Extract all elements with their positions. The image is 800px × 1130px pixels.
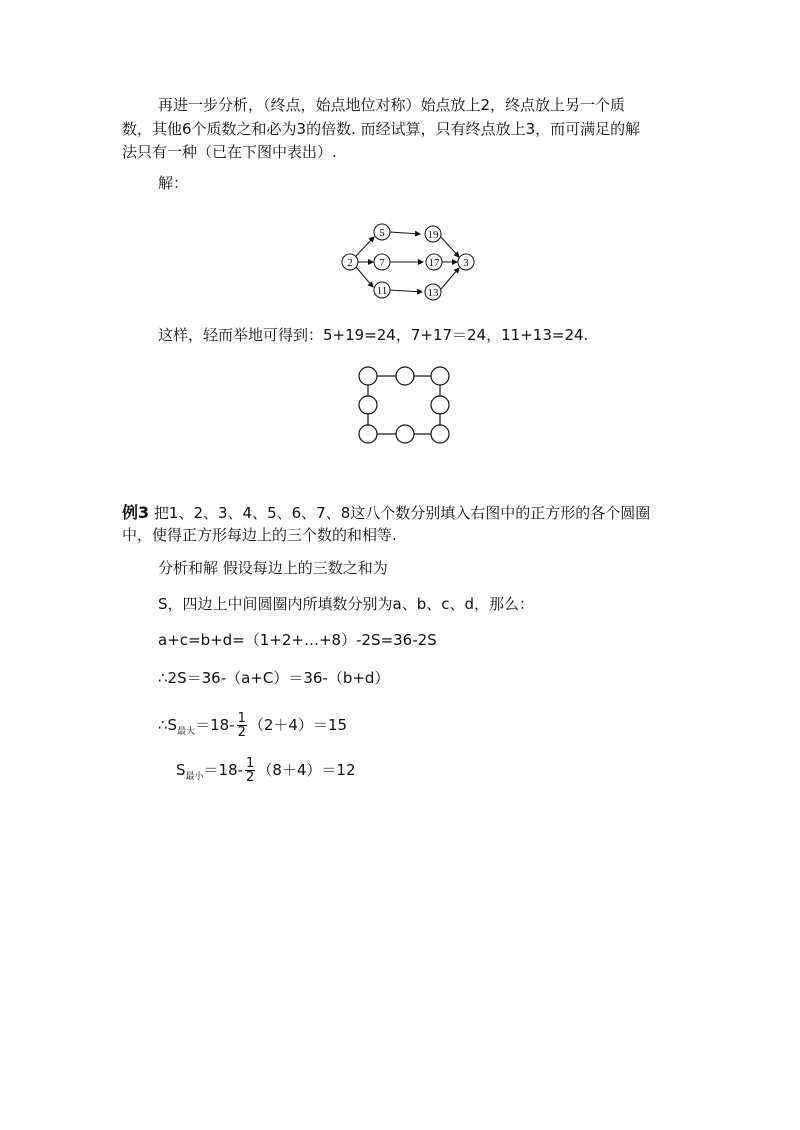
square-circles-diagram bbox=[350, 362, 460, 448]
node-end-label: 3 bbox=[463, 257, 469, 269]
result-line: 这样，轻而举地可得到：5+19=24，7+17＝24，11+13=24. bbox=[158, 326, 589, 344]
edge-top-end bbox=[441, 237, 459, 257]
eq4-numerator: 1 bbox=[246, 756, 255, 771]
example3-line-2: 中，使得正方形每边上的三个数的和相等. bbox=[122, 526, 397, 544]
node-bottom-2-label: 13 bbox=[427, 287, 439, 299]
example3-s-line: S，四边上中间圆圈内所填数分别为a、b、c、d，那么： bbox=[158, 595, 535, 613]
circle-bottom-middle bbox=[396, 425, 414, 443]
node-middle-2-label: 17 bbox=[428, 257, 440, 269]
solution-label: 解： bbox=[158, 174, 189, 192]
circle-right-middle bbox=[431, 396, 449, 414]
equation-3 bbox=[158, 712, 347, 743]
eq4-sub: 最小 bbox=[185, 772, 204, 782]
edge-bottom bbox=[390, 290, 422, 292]
eq4-suffix: （8＋4）＝12 bbox=[257, 761, 356, 779]
node-top-1-label: 5 bbox=[379, 227, 385, 239]
edge-top bbox=[390, 232, 420, 234]
equation-4 bbox=[176, 757, 356, 788]
eq3-mid: ＝18- bbox=[195, 716, 235, 734]
node-start-label: 2 bbox=[347, 257, 353, 269]
eq4-mid: ＝18- bbox=[203, 761, 244, 779]
analysis-line-2: 数，其他6个质数之和必为3的倍数. 而经试算，只有终点放上3，而可满足的解 bbox=[122, 120, 641, 138]
eq4-denominator: 2 bbox=[246, 770, 255, 785]
circle-top-right bbox=[431, 367, 449, 385]
analysis-line-1: 再进一步分析，（终点，始点地位对称）始点放上2，终点放上另一个质 bbox=[158, 96, 626, 114]
eq3-numerator: 1 bbox=[237, 711, 246, 726]
circle-top-left bbox=[359, 367, 377, 385]
node-bottom-1-label: 11 bbox=[376, 285, 388, 297]
prime-path-diagram bbox=[330, 215, 490, 305]
eq3-sub: 最大 bbox=[177, 727, 196, 737]
circle-bottom-right bbox=[431, 425, 449, 443]
edge-start-bottom bbox=[356, 267, 373, 287]
equation-2: ∴2S＝36-（a+C）＝36-（b+d） bbox=[158, 669, 390, 687]
edge-start-top bbox=[356, 237, 374, 256]
example3-line-1 bbox=[122, 502, 650, 524]
example3-text-1: 把1、2、3、4、5、6、7、8这八个数分别填入右图中的正方形的各个圆圈 bbox=[153, 504, 651, 522]
eq3-fraction bbox=[237, 712, 247, 739]
edge-bottom-end bbox=[441, 268, 459, 289]
node-middle-1-label: 7 bbox=[379, 257, 385, 269]
analysis-line-3: 法只有一种（已在下图中表出）. bbox=[122, 143, 337, 161]
circle-left-middle bbox=[359, 396, 377, 414]
equation-1: a+c=b+d=（1+2+…+8）-2S=36-2S bbox=[158, 631, 437, 649]
eq4-prefix: S bbox=[176, 761, 186, 779]
eq3-suffix: （2＋4）＝15 bbox=[248, 716, 348, 734]
circle-top-middle bbox=[396, 367, 414, 385]
eq4-fraction bbox=[245, 757, 255, 784]
eq3-denominator: 2 bbox=[237, 725, 246, 740]
example3-label: 例3 bbox=[122, 503, 150, 522]
node-top-2-label: 19 bbox=[427, 229, 439, 241]
eq3-prefix: ∴S bbox=[158, 716, 178, 734]
circle-bottom-left bbox=[359, 425, 377, 443]
example3-analysis: 分析和解 假设每边上的三数之和为 bbox=[158, 559, 388, 577]
